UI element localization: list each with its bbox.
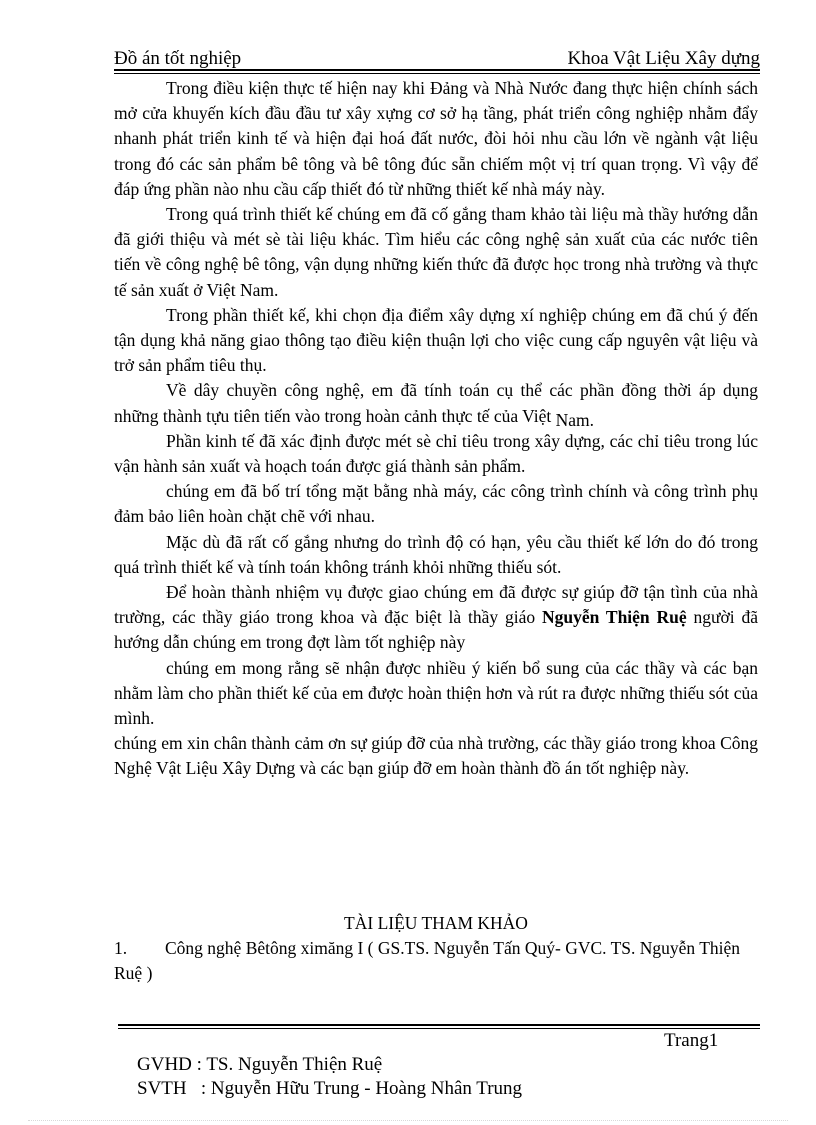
paragraph-feedback: chúng em mong rằng sẽ nhận được nhiều ý kiến bổ sung của các thầy và các bạn nhằm làm cho phần thiết kế của em được hoàn thiện hơn và rút ra được những thiếu sót của mình. — [114, 657, 758, 729]
page-bottom-dotted-border — [28, 1120, 788, 1121]
acknowledgement-text-before: Để hoàn thành nhiệm vụ được giao chúng em đã được sự giúp đỡ tận tình của nhà trường, các thầy giáo trong khoa và đặc biệt là thầy giáo — [114, 582, 758, 628]
advisor-name: Nguyễn Thiện Ruệ — [541, 607, 687, 628]
reference-text: Công nghệ Bêtông ximăng I ( GS.TS. Nguyễn Tấn Quý- GVC. TS. Nguyễn Thiện Ruệ ) — [114, 938, 741, 983]
paragraph-economics: Phần kinh tế đã xác định được mét sè chỉ tiêu trong xây dựng, các chỉ tiêu trong lúc vận hành sản xuất và hoạch toán được giá thành sản phẩm. — [114, 430, 758, 477]
footer-divider — [118, 1024, 760, 1026]
references-title: TÀI LIỆU THAM KHẢO — [344, 913, 528, 933]
page-footer — [118, 1029, 760, 1099]
paragraph-limitations: Mặc dù đã rất cố gắng nhưng do trình độ có hạn, yêu cầu thiết kế lớn do đó trong quá trình thiết kế và tính toán không tránh khỏi những thiếu sót. — [114, 531, 758, 577]
reference-item — [114, 936, 758, 986]
footer-advisor: GVHD : TS. Nguyễn Thiện Ruệ — [137, 1054, 383, 1075]
header-faculty: Khoa Vật Liệu Xây dựng — [567, 48, 760, 69]
footer-line-advisor — [118, 1029, 760, 1075]
paragraph-technology-tail: Nam. — [555, 409, 595, 430]
paragraph-intro: Trong điều kiện thực tế hiện nay khi Đảng và Nhà Nước đang thực hiện chính sách mở cửa khuyến kích đầu đầu tư xây xựng cơ sở hạ tầng, phát triển công nghiệp nhằm đẩy nhanh phát triển kinh tế và hiện đại hoá đất nước, đòi hỏi nhu cầu lớn về ngành vật liệu trong đó các sản phẩm bê tông và bê tông đúc sẵn chiếm một vị trí quan trọng. Vì vậy để đáp ứng phần nào nhu cầu cấp thiết đó từ những thiết kế nhà máy này. — [114, 78, 758, 199]
acknowledgement-text-after: người đã hướng dẫn chúng em trong đợt làm tốt nghiệp này — [114, 607, 758, 653]
page-number: Trang1 — [664, 1030, 719, 1051]
header-divider-thin — [114, 73, 760, 74]
paragraph-technology — [114, 378, 758, 428]
paragraph-layout: chúng em đã bố trí tổng mặt bằng nhà máy, các công trình chính và công trình phụ đảm bảo liên hoàn chặt chẽ với nhau. — [114, 481, 758, 527]
header-document-title: Đồ án tốt nghiệp — [114, 48, 242, 69]
paragraph-closing: chúng em xin chân thành cảm ơn sự giúp đỡ của nhà trường, các thầy giáo trong khoa Công Nghệ Vật Liệu Xây Dựng và các bạn giúp đỡ em hoàn thành đồ án tốt nghiệp này. — [114, 733, 758, 779]
footer-students: SVTH : Nguyễn Hữu Trung - Hoàng Nhân Trung — [137, 1078, 523, 1099]
reference-number: 1. — [114, 938, 128, 958]
paragraph-acknowledgement — [114, 580, 758, 656]
footer-line-students — [118, 1053, 760, 1099]
paragraph-technology-text: Về dây chuyền công nghệ, em đã tính toán cụ thể các phần đồng thời áp dụng những thành tựu tiên tiến vào trong hoàn cảnh thực tế của Việt — [114, 380, 758, 426]
paragraph-design-process: Trong quá trình thiết kế chúng em đã cố gắng tham khảo tài liệu mà thầy hướng dẫn đã giới thiệu và mét sè tài liệu khác. Tìm hiểu các công nghệ sản xuất của các nước tiên tiến về công nghệ bê tông, vận dụng những kiến thức đã được học trong nhà trường và thực tế sản xuất ở Việt Nam. — [114, 204, 758, 300]
paragraph-site-selection: Trong phần thiết kế, khi chọn địa điểm xây dựng xí nghiệp chúng em đã chú ý đến tận dụng khả năng giao thông tạo điều kiện thuận lợi cho việc cung cấp nguyên vật liệu và trở sản phẩm tiêu thụ. — [114, 304, 758, 376]
header-divider — [114, 69, 760, 71]
document-body — [114, 76, 758, 782]
